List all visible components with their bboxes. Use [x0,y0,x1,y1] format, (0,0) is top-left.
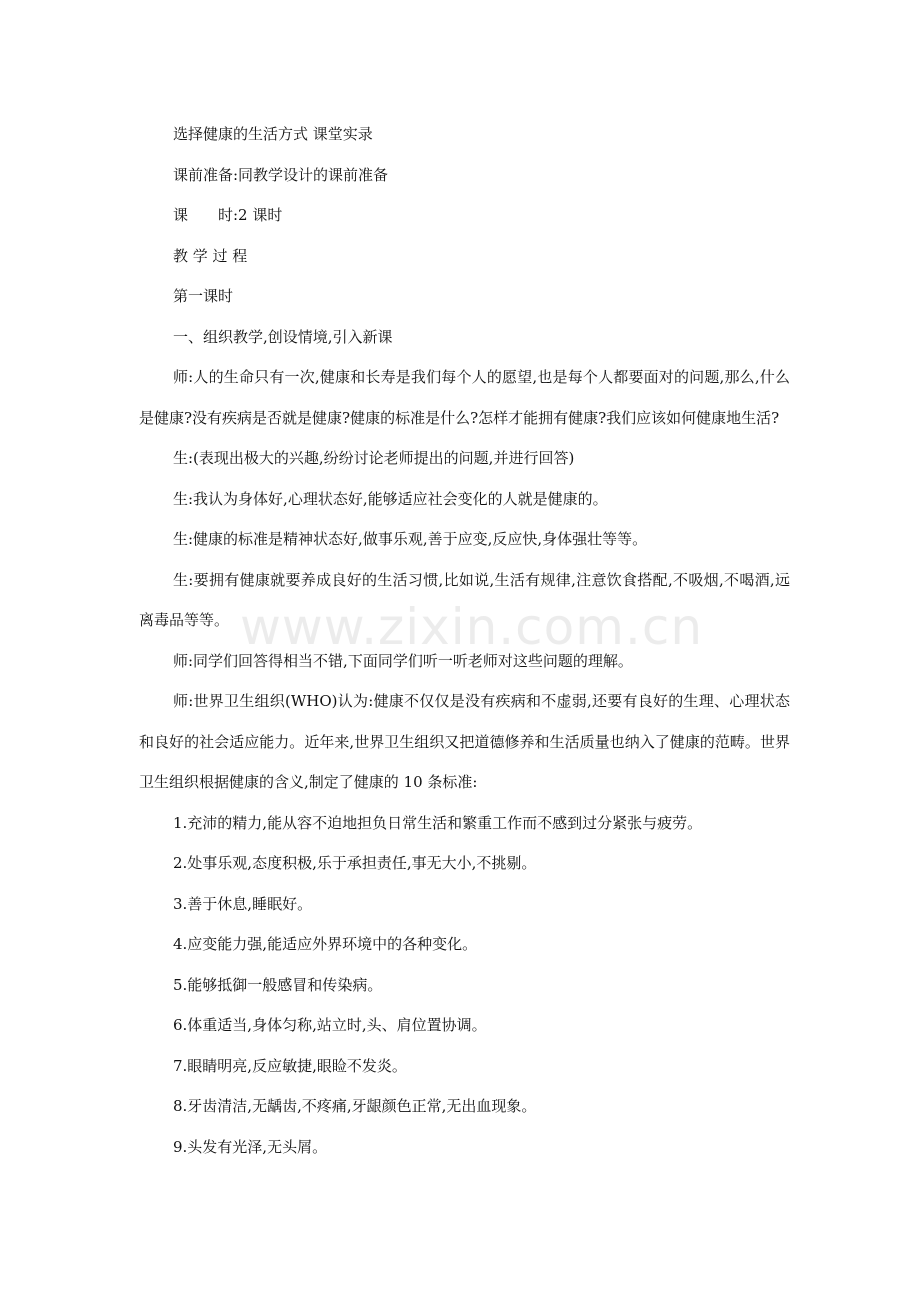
standard-item: 8.牙齿清洁,无龋齿,不疼痛,牙龈颜色正常,无出血现象。 [173,1097,537,1115]
standard-item: 7.眼睛明亮,反应敏捷,眼睑不发炎。 [173,1056,407,1075]
process-heading: 教 学 过 程 [173,246,248,265]
document-title: 选择健康的生活方式 课堂实录 [173,125,373,143]
paragraph-teacher-intro: 师:人的生命只有一次,健康和长寿是我们每个人的愿望,也是每个人都要面对的问题,那么,什么是健康?没有疾病是否就是健康?健康的标准是什么?怎样才能拥有健康?我们应该如何健康地生活? [139,368,790,427]
watermark: www.zixin.com.cn [240,598,704,656]
standard-item: 3.善于休息,睡眠好。 [173,894,313,913]
paragraph-student-reaction: 生:(表现出极大的兴趣,纷纷讨论老师提出的问题,并进行回答) [173,449,575,467]
paragraph-student-answer-1: 生:我认为身体好,心理状态好,能够适应社会变化的人就是健康的。 [173,489,608,508]
lesson-hours-line: 课 时:2 课时 [173,206,283,224]
preparation-line: 课前准备:同教学设计的课前准备 [173,165,389,184]
paragraph-student-answer-2: 生:健康的标准是精神状态好,做事乐观,善于应变,反应快,身体强壮等等。 [173,530,648,548]
standard-item: 5.能够抵御一般感冒和传染病。 [173,975,383,994]
section-one-heading: 一、组织教学,创设情境,引入新课 [173,327,393,346]
standard-item: 6.体重适当,身体匀称,站立时,头、肩位置协调。 [173,1016,487,1034]
standard-item: 4.应变能力强,能适应外界环境中的各种变化。 [173,935,478,953]
standard-item: 9.头发有光泽,无头屑。 [173,1137,328,1156]
paragraph-who-definition: 师:世界卫生组织(WHO)认为:健康不仅仅是没有疾病和不虚弱,还要有良好的生理、心理状态和良好的社会适应能力。近年来,世界卫生组织又把道德修养和生活质量也纳入了健康的范畴。世界卫生组织根据健康的含义,制定了健康的 10 条标准: [139,692,790,791]
paragraph-teacher-praise: 师:同学们回答得相当不错,下面同学们听一听老师对这些问题的理解。 [173,651,633,670]
standard-item: 2.处事乐观,态度积极,乐于承担责任,事无大小,不挑剔。 [173,854,537,872]
standard-item: 1.充沛的精力,能从容不迫地担负日常生活和繁重工作而不感到过分紧张与疲劳。 [173,813,703,832]
document-body [139,114,790,1167]
first-lesson-heading: 第一课时 [173,287,234,305]
paragraph-student-answer-3: 生:要拥有健康就要养成良好的生活习惯,比如说,生活有规律,注意饮食搭配,不吸烟,不喝酒,远离毒品等等。 [139,570,790,629]
